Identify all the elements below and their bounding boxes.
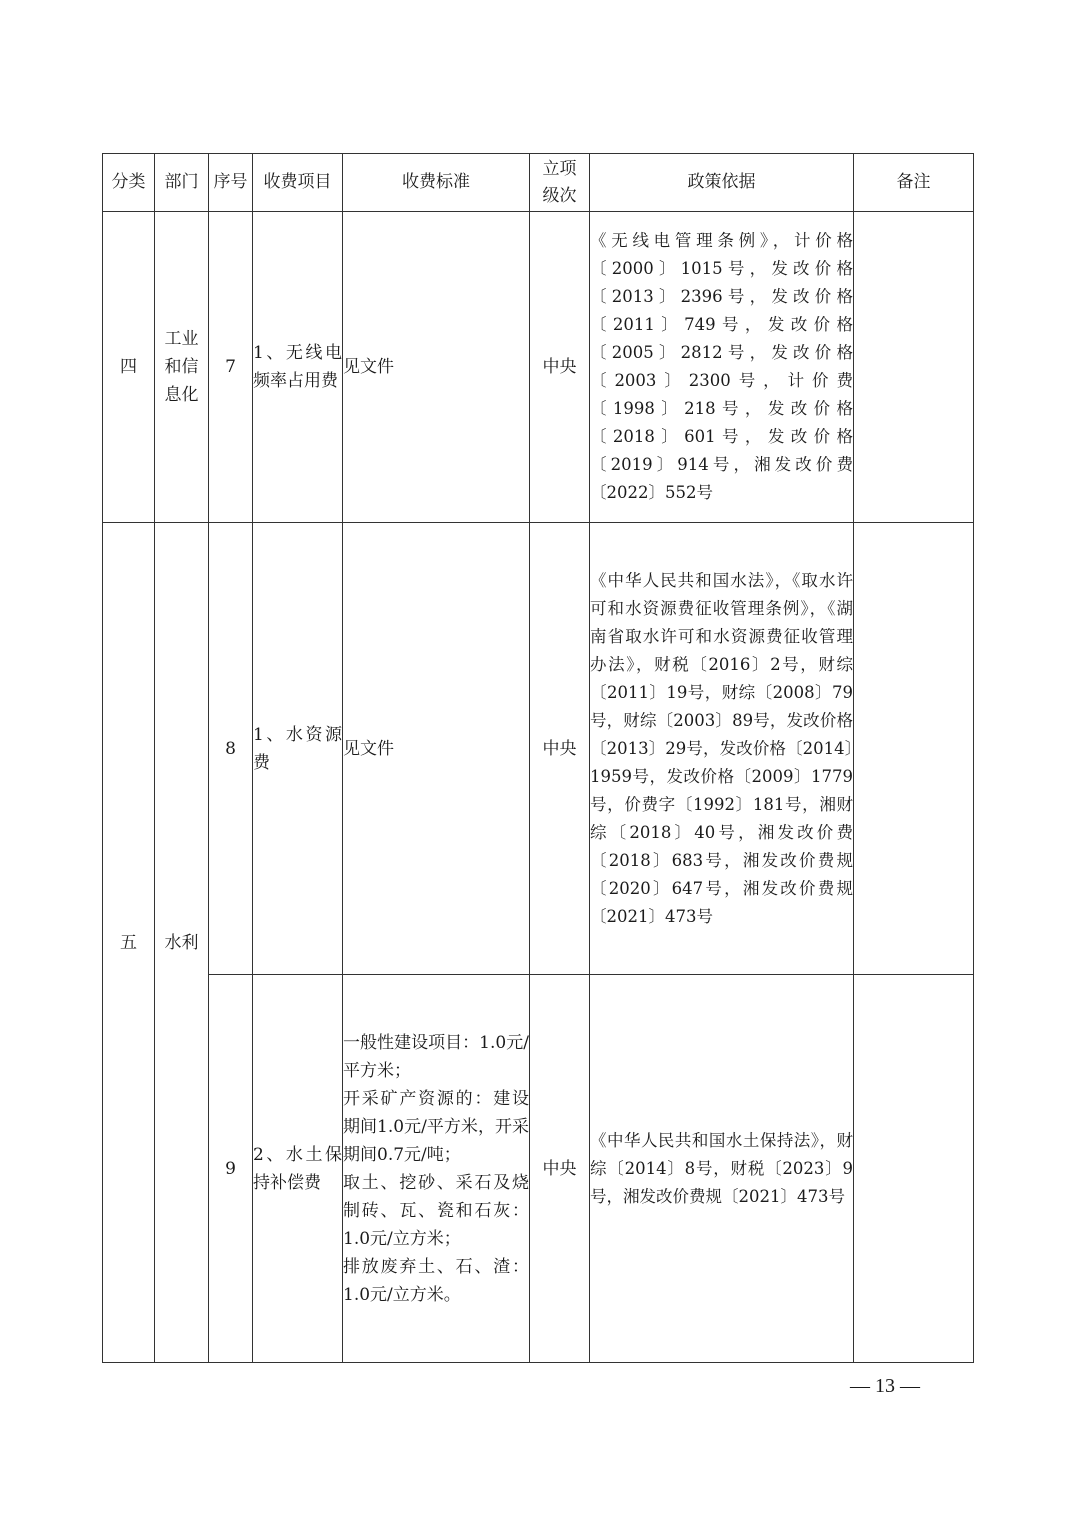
table-row xyxy=(103,212,974,523)
seq-cell: 8 xyxy=(209,523,253,975)
item-cell: 1、无线电频率占用费 xyxy=(253,212,343,523)
seq-cell: 7 xyxy=(209,212,253,523)
header-policy: 政策依据 xyxy=(590,154,854,212)
category-cell: 五 xyxy=(103,523,155,1363)
policy-cell: 《无线电管理条例》，计价格〔2000〕1015号，发改价格〔2013〕2396号，发改价格〔2011〕749号，发改价格〔2005〕2812号，发改价格〔2003〕2300号，计价费〔1998〕218号，发改价格〔2018〕601号，发改价格〔2019〕914号，湘发改价费〔2022〕552号 xyxy=(590,212,854,523)
header-standard: 收费标准 xyxy=(343,154,530,212)
remarks-cell xyxy=(854,523,974,975)
table-row xyxy=(103,975,974,1363)
standard-cell: 见文件 xyxy=(343,523,530,975)
category-cell: 四 xyxy=(103,212,155,523)
standard-cell xyxy=(343,975,530,1363)
header-category: 分类 xyxy=(103,154,155,212)
department-text: 工业和信息化 xyxy=(164,329,199,405)
policy-cell: 《中华人民共和国水法》，《取水许可和水资源费征收管理条例》，《湖南省取水许可和水资源费征收管理办法》，财税〔2016〕2号，财综〔2011〕19号，财综〔2008〕79号，财综〔2003〕89号，发改价格〔2013〕29号，发改价格〔2014〕1959号，发改价格〔2009〕1779号，价费字〔1992〕181号，湘财综〔2018〕40号，湘发改价费〔2018〕683号，湘发改价费规〔2020〕647号，湘发改价费规〔2021〕473号 xyxy=(590,523,854,975)
level-cell: 中央 xyxy=(530,975,590,1363)
fee-table xyxy=(102,153,974,1363)
standard-line: 一般性建设项目：1.0元/平方米； xyxy=(343,1032,529,1081)
page-number: — 13 — xyxy=(850,1375,920,1397)
header-seq: 序号 xyxy=(209,154,253,212)
seq-cell: 9 xyxy=(209,975,253,1363)
level-cell: 中央 xyxy=(530,523,590,975)
header-level-text: 立项级次 xyxy=(542,158,577,206)
header-remarks: 备注 xyxy=(854,154,974,212)
header-item: 收费项目 xyxy=(253,154,343,212)
standard-line: 开采矿产资源的：建设期间1.0元/平方米，开采期间0.7元/吨； xyxy=(343,1088,529,1165)
policy-cell: 《中华人民共和国水土保持法》，财综〔2014〕8号，财税〔2023〕9号，湘发改价费规〔2021〕473号 xyxy=(590,975,854,1363)
department-cell xyxy=(155,212,209,523)
standard-cell: 见文件 xyxy=(343,212,530,523)
table-header-row xyxy=(103,154,974,212)
department-cell: 水利 xyxy=(155,523,209,1363)
remarks-cell xyxy=(854,212,974,523)
remarks-cell xyxy=(854,975,974,1363)
standard-line: 取土、挖砂、采石及烧制砖、瓦、瓷和石灰：1.0元/立方米； xyxy=(343,1172,529,1249)
standard-line: 排放废弃土、石、渣：1.0元/立方米。 xyxy=(343,1256,529,1305)
header-department: 部门 xyxy=(155,154,209,212)
item-cell: 1、水资源费 xyxy=(253,523,343,975)
table-row xyxy=(103,523,974,975)
level-cell: 中央 xyxy=(530,212,590,523)
item-cell: 2、水土保持补偿费 xyxy=(253,975,343,1363)
header-level xyxy=(530,154,590,212)
